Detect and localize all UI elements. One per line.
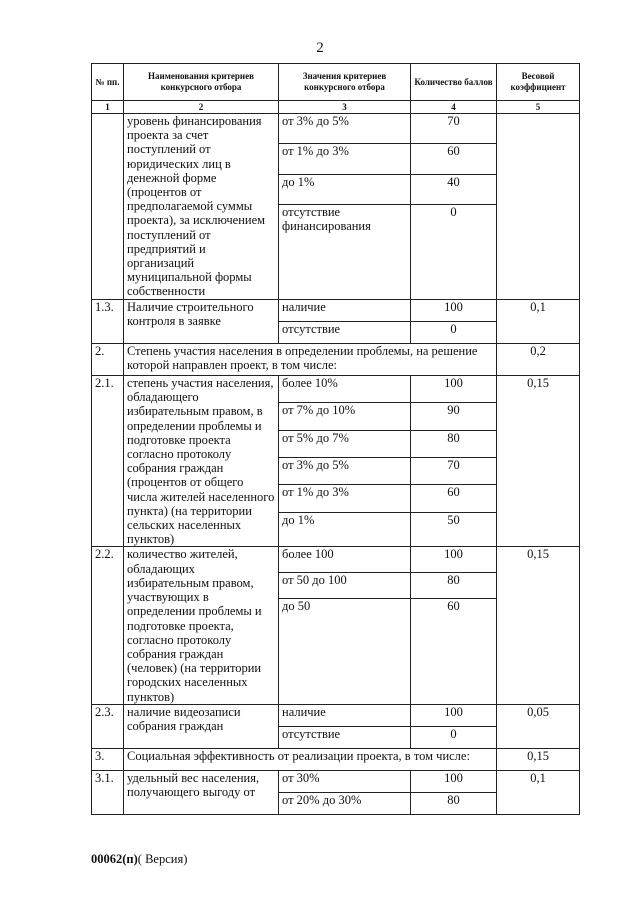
criterion-value: отсутствие (279, 321, 411, 343)
table-row (92, 376, 580, 403)
table-row (92, 704, 580, 726)
criterion-weight: 0,05 (497, 704, 580, 748)
criterion-points: 100 (411, 547, 497, 573)
table-header-row (92, 64, 580, 101)
criterion-points: 40 (411, 174, 497, 204)
criterion-points: 80 (411, 430, 497, 457)
criterion-points: 80 (411, 573, 497, 599)
criterion-points: 60 (411, 144, 497, 174)
criterion-value: отсутствие (279, 726, 411, 748)
criterion-value: наличие (279, 704, 411, 726)
criterion-value: от 20% до 30% (279, 792, 411, 814)
page-number: 2 (316, 40, 324, 56)
table-row (92, 299, 580, 321)
row-number: 2. (92, 343, 124, 375)
criterion-value: до 1% (279, 174, 411, 204)
criterion-weight: 0,1 (497, 299, 580, 343)
row-number: 1.3. (92, 299, 124, 343)
criterion-value: отсутствие финансирования (279, 204, 411, 299)
criterion-value: от 5% до 7% (279, 430, 411, 457)
table-row (92, 770, 580, 792)
table-row (92, 547, 580, 573)
header-num: № пп. (92, 64, 124, 101)
column-number-row (92, 101, 580, 114)
criterion-weight: 0,1 (497, 770, 580, 814)
section-title: Социальная эффективность от реализации проекта, в том числе: (124, 748, 497, 770)
column-number: 1 (92, 101, 124, 114)
criterion-weight: 0,15 (497, 376, 580, 547)
criterion-value: наличие (279, 299, 411, 321)
criterion-points: 0 (411, 204, 497, 299)
criterion-name: количество жителей, обладающих избирательным правом, участвующих в определении проблемы и подготовке проекта, согласно протоколу собрания граждан (человек) (на территории городских населенных пунктов) (124, 547, 279, 704)
row-number: 2.2. (92, 547, 124, 704)
criterion-value: более 10% (279, 376, 411, 403)
criterion-value: от 3% до 5% (279, 458, 411, 485)
document-footer (91, 852, 187, 867)
criterion-value: от 30% (279, 770, 411, 792)
criterion-points: 70 (411, 114, 497, 144)
criterion-points: 90 (411, 403, 497, 430)
criterion-value: от 7% до 10% (279, 403, 411, 430)
column-number: 5 (497, 101, 580, 114)
criteria-table (91, 63, 580, 815)
header-value: Значения критериев конкурсного отбора (279, 64, 411, 101)
criterion-points: 0 (411, 321, 497, 343)
column-number: 2 (124, 101, 279, 114)
criterion-value: от 1% до 3% (279, 485, 411, 512)
document-version: ( Версия) (137, 852, 188, 866)
criterion-name: Наличие строительного контроля в заявке (124, 299, 279, 343)
criterion-value: от 1% до 3% (279, 144, 411, 174)
criterion-value: от 3% до 5% (279, 114, 411, 144)
criterion-name: удельный вес населения, получающего выгоду от (124, 770, 279, 814)
criterion-points: 100 (411, 299, 497, 321)
criterion-name: наличие видеозаписи собрания граждан (124, 704, 279, 748)
criterion-weight (497, 114, 580, 300)
section-title: Степень участия населения в определении проблемы, на решение которой направлен проект, в том числе: (124, 343, 497, 375)
table-row (92, 114, 580, 144)
row-number (92, 114, 124, 300)
criterion-points: 100 (411, 704, 497, 726)
criterion-weight: 0,15 (497, 547, 580, 704)
column-number: 3 (279, 101, 411, 114)
criterion-points: 80 (411, 792, 497, 814)
table-row (92, 748, 580, 770)
criterion-value: от 50 до 100 (279, 573, 411, 599)
criterion-name: степень участия населения, обладающего избирательным правом, в определении проблемы и подготовке проекта согласно протоколу собрания граждан (процентов от общего числа жителей населенного пункта) (на территории сельских населенных пунктов) (124, 376, 279, 547)
row-number: 2.3. (92, 704, 124, 748)
criterion-points: 100 (411, 770, 497, 792)
criterion-points: 0 (411, 726, 497, 748)
row-number: 2.1. (92, 376, 124, 547)
document-code: 00062(п) (91, 852, 138, 866)
criterion-points: 50 (411, 512, 497, 547)
column-number: 4 (411, 101, 497, 114)
criterion-name: уровень финансирования проекта за счет поступлений от юридических лиц в денежной форме (процентов от предполагаемой суммы проекта), за исключением поступлений от предприятий и организаций муниципальной формы собственности (124, 114, 279, 300)
criterion-value: до 50 (279, 599, 411, 704)
header-name: Наименования критериев конкурсного отбора (124, 64, 279, 101)
criterion-value: до 1% (279, 512, 411, 547)
header-points: Количество баллов (411, 64, 497, 101)
criterion-points: 60 (411, 485, 497, 512)
table-row (92, 343, 580, 375)
row-number: 3.1. (92, 770, 124, 814)
criterion-weight: 0,15 (497, 748, 580, 770)
criterion-points: 60 (411, 599, 497, 704)
criterion-points: 100 (411, 376, 497, 403)
criterion-weight: 0,2 (497, 343, 580, 375)
criterion-points: 70 (411, 458, 497, 485)
row-number: 3. (92, 748, 124, 770)
header-weight: Весовой коэффициент (497, 64, 580, 101)
criterion-value: более 100 (279, 547, 411, 573)
